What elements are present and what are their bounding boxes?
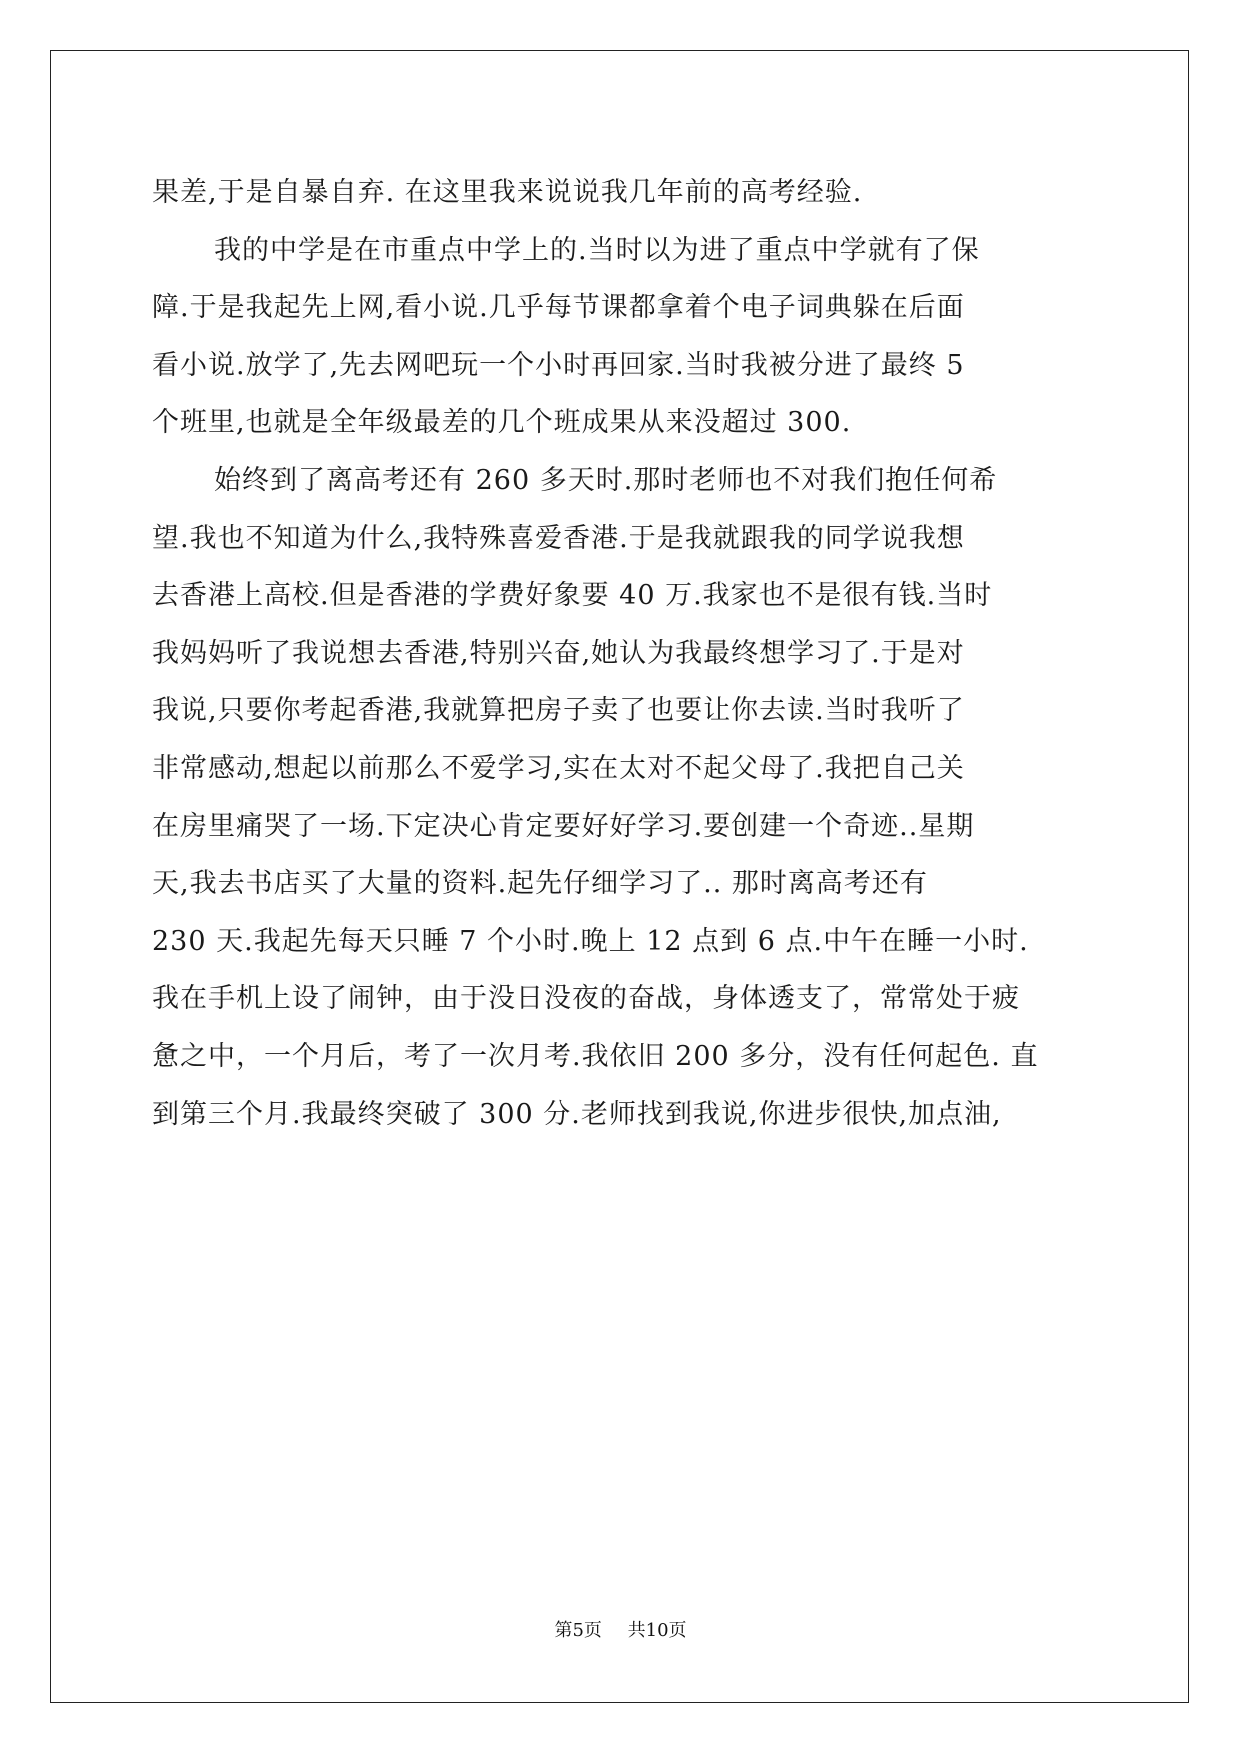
text-line: 天,我去书店买了大量的资料.起先仔细学习了.. 那时离高考还有 [152,868,928,900]
text-line: 我妈妈听了我说想去香港,特别兴奋,她认为我最终想学习了.于是对 [152,637,965,669]
text-line: 个班里,也就是全年级最差的几个班成果从来没超过 300. [152,407,852,439]
text-line: 始终到了离高考还有 260 多天时.那时老师也不对我们抱任何希 [214,464,998,496]
text-line: 我说,只要你考起香港,我就算把房子卖了也要让你去读.当时我听了 [152,695,965,727]
text-line: 我在手机上设了闹钟，由于没日没夜的奋战，身体透支了，常常处于疲 [152,983,1020,1015]
text-line: 惫之中，一个月后，考了一次月考.我依旧 200 多分，没有任何起色. 直 [152,1040,1039,1072]
text-line: 到第三个月.我最终突破了 300 分.老师找到我说,你进步很快,加点油, [152,1098,1002,1130]
text-line: 障.于是我起先上网,看小说.几乎每节课都拿着个电子词典躲在后面 [152,292,965,324]
text-line: 230 天.我起先每天只睡 7 个小时.晚上 12 点到 6 点.中午在睡一小时. [152,925,1029,957]
document-body [152,164,1092,1143]
text-line: 我的中学是在市重点中学上的.当时以为进了重点中学就有了保 [214,234,980,266]
text-line: 果差,于是自暴自弃. 在这里我来说说我几年前的高考经验. [152,177,863,208]
text-line: 非常感动,想起以前那么不爱学习,实在太对不起父母了.我把自己关 [152,752,965,784]
text-line: 在房里痛哭了一场.下定决心肯定要好好学习.要创建一个奇迹..星期 [152,810,975,842]
page-number: 第5页 [554,1620,602,1641]
page-footer [0,1616,1241,1642]
text-line: 看小说.放学了,先去网吧玩一个小时再回家.当时我被分进了最终 5 [152,349,965,381]
text-line: 望.我也不知道为什么,我特殊喜爱香港.于是我就跟我的同学说我想 [152,522,965,554]
page-total: 共10页 [627,1620,687,1641]
text-line: 去香港上高校.但是香港的学费好象要 40 万.我家也不是很有钱.当时 [152,580,993,612]
